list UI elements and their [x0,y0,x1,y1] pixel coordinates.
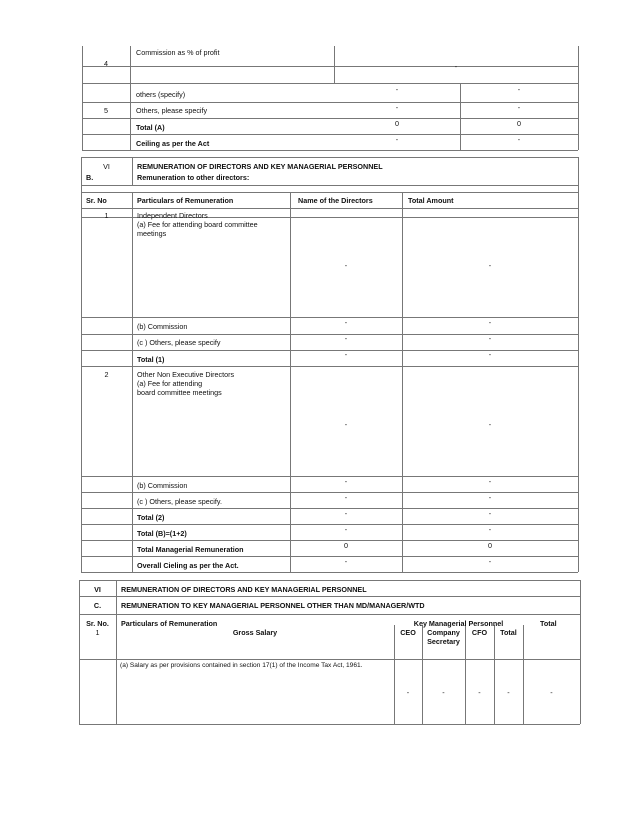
c-row1-sr: 1 [95,628,100,637]
kmp-cs-header-a: Company [427,628,460,637]
section-b-subtitle: Remuneration to other directors: [137,173,250,182]
salary-ceo-value: - [406,688,410,697]
g2-fee-label-b: board committee meetings [137,388,222,397]
row5-label: Others, please specify [136,106,208,115]
g1-commission-v2: - [488,318,492,327]
row4-value: - [454,62,458,71]
g2-fee-v2: - [488,420,492,429]
g2-others-label: (c ) Others, please specify. [137,497,222,506]
kmp-total-header: Total [500,628,517,637]
ceiling-label: Ceiling as per the Act [136,139,210,148]
total-a-v1: 0 [395,119,399,128]
salary-total-value: - [550,688,553,697]
g1-fee-v2: - [488,261,492,270]
g1-commission-v1: - [344,318,348,327]
c-col-header-kmp: Key Managerial Personnel [413,619,504,628]
ceiling-v1: - [395,135,399,144]
salary-kmp-total-value: - [507,688,510,697]
salary-17-1-label: (a) Salary as per provisions contained in section 17(1) of the Income Tax Act, 1961. [120,662,363,669]
section-c-title: REMUNERATION OF DIRECTORS AND KEY MANAGERIAL PERSONNEL [121,585,367,594]
section-c-subtitle: REMUNERATION TO KEY MANAGERIAL PERSONNEL OTHER THAN MD/MANAGER/WTD [121,601,425,610]
c-col-header-particulars: Particulars of Remuneration [121,619,218,628]
g1-sr: 1 [104,211,109,220]
g2-commission-v2: - [488,477,492,486]
c-col-header-sr: Sr. No. [86,619,109,628]
g1-others-v1: - [344,334,348,343]
col-header-sr: Sr. No [86,196,107,205]
c-col-header-total: Total [540,619,557,628]
g2-total-label: Total (2) [137,513,165,522]
overall-ceiling-v2: - [488,557,492,566]
total-managerial-v1: 0 [344,541,348,550]
salary-cs-value: - [442,688,445,697]
g1-title: Independent Directors [137,211,208,220]
total-b-v2: - [488,525,492,534]
row5-v1: - [395,103,399,112]
col-header-total: Total Amount [408,196,454,205]
row4-label: Commission as % of profit [136,48,220,57]
g2-sr: 2 [104,370,109,379]
overall-ceiling-v1: - [344,557,348,566]
others-specify-label: others (specify) [136,90,186,99]
g2-commission-label: (b) Commission [137,481,188,490]
g1-fee-label: (a) Fee for attending board committee meetings [137,220,258,238]
total-b-label: Total (B)=(1+2) [137,529,187,538]
g1-others-label: (c ) Others, please specify [137,338,221,347]
g2-title: Other Non Executive Directors [137,370,235,379]
col-header-directors: Name of the Directors [298,196,373,205]
section-c-label: C. [93,601,102,610]
ceiling-v2: - [517,135,521,144]
total-managerial-v2: 0 [488,541,492,550]
row5-sr: 5 [104,106,108,115]
section-b-title: REMUNERATION OF DIRECTORS AND KEY MANAGERIAL PERSONNEL [137,162,383,171]
total-managerial-label: Total Managerial Remuneration [137,545,244,554]
g2-fee-label-a: (a) Fee for attending [137,379,203,388]
section-vi-label: VI [103,162,110,171]
total-a-v2: 0 [517,119,521,128]
overall-ceiling-label: Overall Cieling as per the Act. [137,561,239,570]
g2-others-v1: - [344,493,348,502]
row5-v2: - [517,103,521,112]
others-specify-v2: - [517,85,521,94]
g2-others-v2: - [488,493,492,502]
row4-sr: 4 [104,59,108,68]
g1-total-label: Total (1) [137,355,165,364]
g1-total-v1: - [344,350,348,359]
g2-total-v1: - [344,509,348,518]
g1-fee-v1: - [344,261,348,270]
total-b-v1: - [344,525,348,534]
col-header-particulars: Particulars of Remuneration [137,196,234,205]
section-vi-c-label: VI [94,585,101,594]
salary-cfo-value: - [478,688,481,697]
kmp-cs-header-b: Secretary [427,637,460,646]
kmp-cfo-header: CFO [471,628,488,637]
section-b-label: B. [86,173,94,182]
g2-commission-v1: - [344,477,348,486]
total-a-label: Total (A) [136,123,165,132]
kmp-ceo-header: CEO [400,628,416,637]
gross-salary-label: Gross Salary [232,628,278,637]
others-specify-v1: - [395,85,399,94]
g2-fee-v1: - [344,420,348,429]
g1-commission-label: (b) Commission [137,322,188,331]
g1-total-v2: - [488,350,492,359]
g2-total-v2: - [488,509,492,518]
g1-others-v2: - [488,334,492,343]
